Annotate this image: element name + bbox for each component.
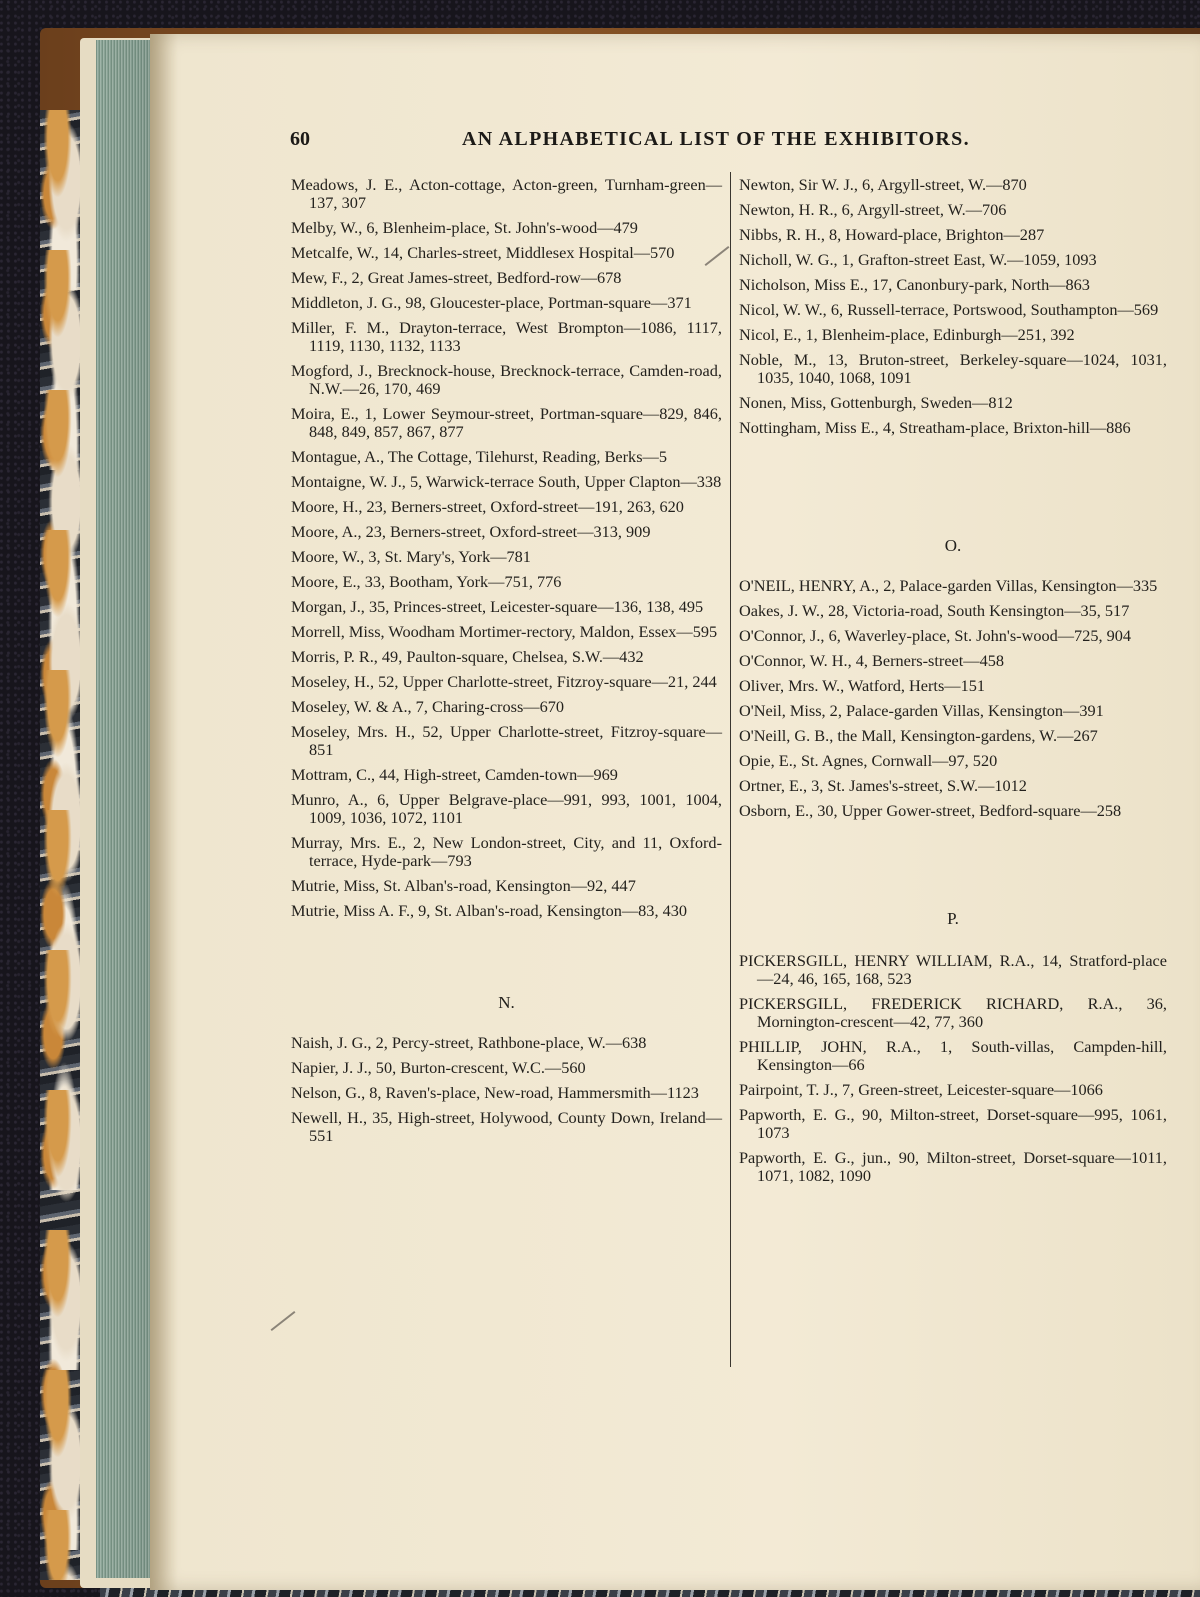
section-heading-o: O. (944, 536, 962, 555)
list-item: Noble, M., 13, Bruton-street, Berkeley-square—1024, 1031, 1035, 1040, 1068, 1091 (739, 350, 1167, 387)
list-item: Mogford, J., Brecknock-house, Brecknock-terrace, Camden-road, N.W.—26, 170, 469 (291, 361, 722, 398)
list-item: Munro, A., 6, Upper Belgrave-place—991, 993, 1001, 1004, 1009, 1036, 1072, 1101 (291, 790, 722, 827)
running-title: AN ALPHABETICAL LIST OF THE EXHIBITORS. (462, 128, 970, 150)
list-item: Moore, A., 23, Berners-street, Oxford-street—313, 909 (291, 522, 651, 541)
list-item: Oakes, J. W., 28, Victoria-road, South Kensington—35, 517 (739, 601, 1130, 620)
list-item: Papworth, E. G., jun., 90, Milton-street, Dorset-square—1011, 1071, 1082, 1090 (739, 1148, 1167, 1185)
list-item: Papworth, E. G., 90, Milton-street, Dorset-square—995, 1061, 1073 (739, 1105, 1167, 1142)
list-item: Ortner, E., 3, St. James's-street, S.W.—1012 (739, 776, 1027, 795)
list-item: Moseley, Mrs. H., 52, Upper Charlotte-street, Fitzroy-square—851 (291, 722, 722, 759)
list-item: Pairpoint, T. J., 7, Green-street, Leicester-square—1066 (739, 1080, 1103, 1099)
list-item: Meadows, J. E., Acton-cottage, Acton-green, Turnham-green—137, 307 (291, 175, 722, 212)
page-number: 60 (290, 128, 310, 150)
entries-o (739, 577, 1167, 820)
list-item: Nibbs, R. H., 8, Howard-place, Brighton—287 (739, 225, 1045, 244)
marbled-endpaper (40, 110, 84, 1580)
left-column (291, 176, 722, 1152)
list-item: O'Neil, Miss, 2, Palace-garden Villas, Kensington—391 (739, 701, 1104, 720)
list-item: PHILLIP, JOHN, R.A., 1, South-villas, Campden-hill, Kensington—66 (739, 1037, 1167, 1074)
list-item: O'Connor, J., 6, Waverley-place, St. John's-wood—725, 904 (739, 626, 1132, 645)
column-rule (730, 172, 731, 1367)
list-item: Morgan, J., 35, Princes-street, Leicester-square—136, 138, 495 (291, 597, 704, 616)
list-item: Nicholl, W. G., 1, Grafton-street East, W.—1059, 1093 (739, 250, 1097, 269)
list-item: Moira, E., 1, Lower Seymour-street, Portman-square—829, 846, 848, 849, 857, 867, 877 (291, 404, 722, 441)
section-heading-p: P. (947, 909, 959, 928)
list-item: PICKERSGILL, HENRY WILLIAM, R.A., 14, Stratford-place—24, 46, 165, 168, 523 (739, 951, 1167, 988)
right-column (739, 176, 1167, 1192)
list-item: Mutrie, Miss, St. Alban's-road, Kensington—92, 447 (291, 876, 636, 895)
list-item: Opie, E., St. Agnes, Cornwall—97, 520 (739, 751, 998, 770)
list-item: Moore, H., 23, Berners-street, Oxford-street—191, 263, 620 (291, 497, 684, 516)
list-item: Nicol, W. W., 6, Russell-terrace, Portswood, Southampton—569 (739, 300, 1159, 319)
entries-m (291, 176, 722, 920)
list-item: Moore, W., 3, St. Mary's, York—781 (291, 547, 531, 566)
list-item: Morris, P. R., 49, Paulton-square, Chelsea, S.W.—432 (291, 647, 644, 666)
list-item: Middleton, J. G., 98, Gloucester-place, Portman-square—371 (291, 293, 692, 312)
page-edges (96, 40, 152, 1578)
list-item: Nicholson, Miss E., 17, Canonbury-park, North—863 (739, 275, 1090, 294)
list-item: O'NEIL, HENRY, A., 2, Palace-garden Villas, Kensington—335 (739, 576, 1158, 595)
list-item: Mew, F., 2, Great James-street, Bedford-row—678 (291, 268, 622, 287)
list-item: Moseley, W. & A., 7, Charing-cross—670 (291, 697, 564, 716)
list-item: PICKERSGILL, FREDERICK RICHARD, R.A., 36, Mornington-crescent—42, 77, 360 (739, 994, 1167, 1031)
list-item: Montaigne, W. J., 5, Warwick-terrace South, Upper Clapton—338 (291, 472, 722, 491)
list-item: Morrell, Miss, Woodham Mortimer-rectory, Maldon, Essex—595 (291, 622, 718, 641)
list-item: Melby, W., 6, Blenheim-place, St. John's-wood—479 (291, 218, 638, 237)
list-item: Oliver, Mrs. W., Watford, Herts—151 (739, 676, 985, 695)
entries-n (291, 1034, 722, 1145)
list-item: Montague, A., The Cottage, Tilehurst, Reading, Berks—5 (291, 447, 667, 466)
list-item: O'Connor, W. H., 4, Berners-street—458 (739, 651, 1005, 670)
list-item: Osborn, E., 30, Upper Gower-street, Bedford-square—258 (739, 801, 1122, 820)
list-item: Nonen, Miss, Gottenburgh, Sweden—812 (739, 393, 1013, 412)
section-heading-n: N. (498, 993, 515, 1012)
list-item: Newton, H. R., 6, Argyll-street, W.—706 (739, 200, 1007, 219)
list-item: Nicol, E., 1, Blenheim-place, Edinburgh—251, 392 (739, 325, 1075, 344)
list-item: Newell, H., 35, High-street, Holywood, County Down, Ireland—551 (291, 1108, 722, 1145)
list-item: O'Neill, G. B., the Mall, Kensington-gardens, W.—267 (739, 726, 1098, 745)
list-item: Miller, F. M., Drayton-terrace, West Brompton—1086, 1117, 1119, 1130, 1132, 1133 (291, 318, 722, 355)
list-item: Metcalfe, W., 14, Charles-street, Middlesex Hospital—570 (291, 243, 675, 262)
list-item: Nottingham, Miss E., 4, Streatham-place, Brixton-hill—886 (739, 418, 1131, 437)
list-item: Moore, E., 33, Bootham, York—751, 776 (291, 572, 562, 591)
list-item: Murray, Mrs. E., 2, New London-street, City, and 11, Oxford-terrace, Hyde-park—793 (291, 833, 722, 870)
list-item: Naish, J. G., 2, Percy-street, Rathbone-place, W.—638 (291, 1033, 647, 1052)
entries-n-continued (739, 176, 1167, 437)
list-item: Newton, Sir W. J., 6, Argyll-street, W.—870 (739, 175, 1027, 194)
list-item: Moseley, H., 52, Upper Charlotte-street, Fitzroy-square—21, 244 (291, 672, 717, 691)
running-header (290, 128, 1020, 158)
list-item: Nelson, G., 8, Raven's-place, New-road, Hammersmith—1123 (291, 1083, 699, 1102)
list-item: Mutrie, Miss A. F., 9, St. Alban's-road, Kensington—83, 430 (291, 901, 688, 920)
list-item: Mottram, C., 44, High-street, Camden-town—969 (291, 765, 618, 784)
entries-p (739, 952, 1167, 1185)
list-item: Napier, J. J., 50, Burton-crescent, W.C.—560 (291, 1058, 586, 1077)
